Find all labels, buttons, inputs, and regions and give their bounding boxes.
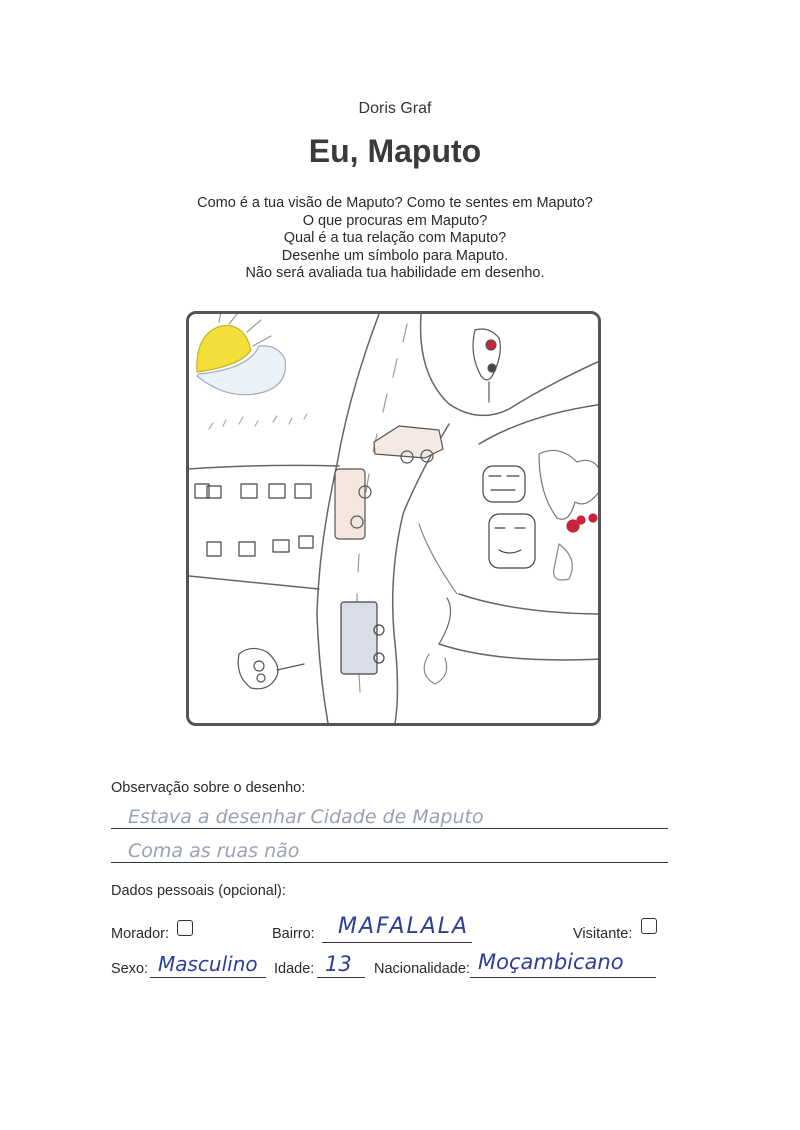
- drawing-frame: [186, 311, 601, 726]
- traffic-light-icon: [238, 648, 304, 688]
- observation-line-1: [111, 828, 668, 829]
- idade-line: [317, 977, 365, 978]
- nacionalidade-value[interactable]: Moçambicano: [478, 950, 624, 974]
- page-title: Eu, Maputo: [308, 133, 482, 169]
- question-line: O que procuras em Maputo?: [302, 212, 488, 229]
- child-drawing: [189, 314, 601, 726]
- question-line: Qual é a tua relação com Maputo?: [283, 230, 507, 246]
- bairro-line: [322, 942, 472, 943]
- tree-icon: [539, 450, 601, 519]
- car-icon: [374, 426, 443, 463]
- morador-checkbox[interactable]: [177, 920, 193, 936]
- question-line: Como é a tua visão de Maputo? Como te sentes em Maputo?: [197, 195, 593, 211]
- sexo-line: [150, 977, 266, 978]
- prompt-questions: [0, 195, 790, 283]
- nacionalidade-label: Nacionalidade:: [374, 961, 470, 977]
- bairro-value[interactable]: MAFALALA: [338, 914, 470, 939]
- question-line: Desenhe um símbolo para Maputo.: [281, 247, 509, 264]
- visitante-checkbox[interactable]: [641, 918, 657, 934]
- author-name: Doris Graf: [358, 100, 432, 117]
- visitante-label: Visitante:: [573, 926, 633, 942]
- observation-line-2: [111, 862, 668, 863]
- sexo-value[interactable]: Masculino: [158, 952, 258, 976]
- flower-icon: [567, 514, 597, 532]
- bairro-label: Bairro:: [272, 926, 315, 942]
- idade-value[interactable]: 13: [325, 952, 352, 976]
- observation-text-2[interactable]: Coma as ruas não: [128, 840, 300, 862]
- car-icon: [335, 469, 371, 539]
- car-icon: [341, 602, 384, 674]
- morador-label: Morador:: [111, 926, 170, 942]
- nacionalidade-line: [470, 977, 656, 978]
- question-line: Não será avaliada tua habilidade em desenho.: [245, 265, 545, 281]
- sexo-label: Sexo:: [111, 961, 149, 977]
- observation-label: Observação sobre o desenho:: [111, 780, 306, 796]
- idade-label: Idade:: [274, 961, 315, 977]
- observation-text-1[interactable]: Estava a desenhar Cidade de Maputo: [128, 806, 484, 828]
- traffic-light-icon: [473, 329, 500, 402]
- face-icon: [483, 466, 535, 568]
- building-windows-icon: [195, 484, 313, 556]
- personal-data-label: Dados pessoais (opcional):: [111, 883, 286, 899]
